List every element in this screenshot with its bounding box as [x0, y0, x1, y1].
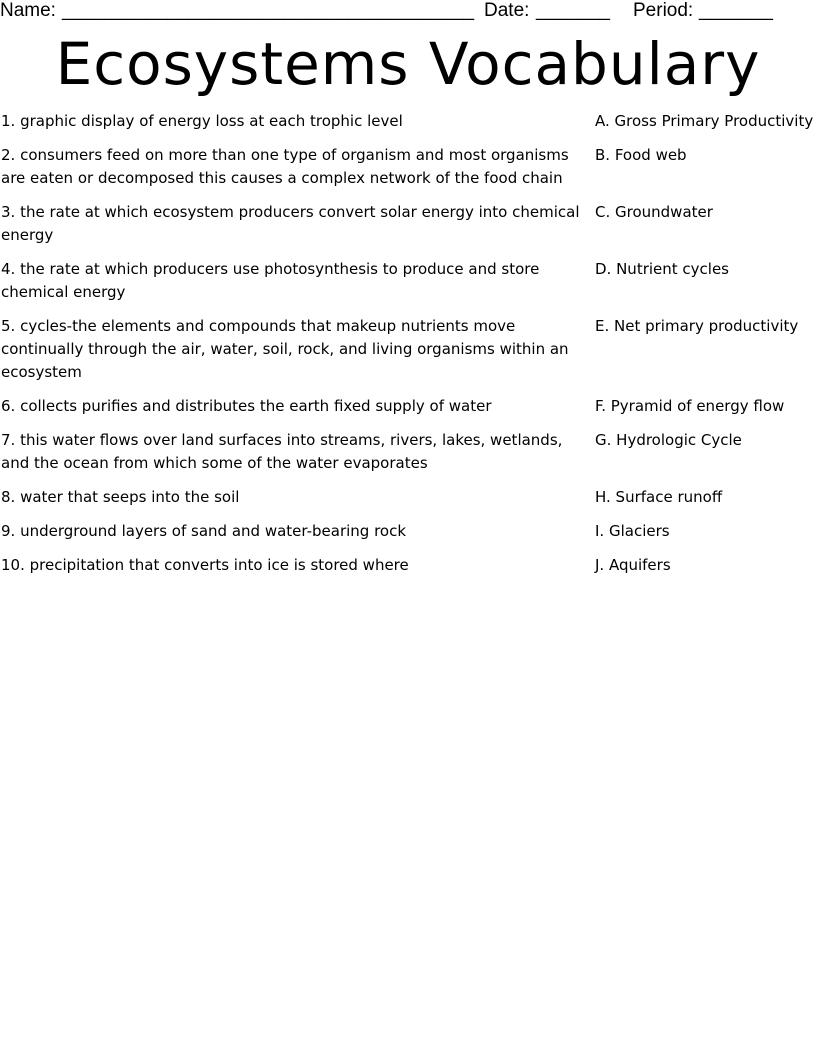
date-label: Date: — [484, 0, 530, 21]
worksheet-header — [0, 0, 816, 24]
clue-text: 2. consumers feed on more than one type of organism and most organisms are eaten or decomposed this causes a complex network of the food chain — [1, 146, 569, 187]
clue-text: 3. the rate at which ecosystem producers convert solar energy into chemical energy — [1, 203, 580, 244]
clue-text: 5. cycles-the elements and compounds that makeup nutrients move continually through the air, water, soil, rock, and living organisms within an ecosystem — [1, 317, 569, 381]
list-item — [0, 429, 816, 475]
page-title: Ecosystems Vocabulary — [55, 30, 761, 98]
answer-text: F. Pyramid of energy flow — [595, 397, 785, 415]
name-blank[interactable]: _______________________________________ — [62, 0, 475, 21]
answer-text: I. Glaciers — [595, 522, 670, 540]
answer-text: G. Hydrologic Cycle — [595, 431, 742, 449]
date-blank[interactable]: _______ — [536, 0, 610, 21]
clue-text: 4. the rate at which producers use photosynthesis to produce and store chemical energy — [1, 260, 540, 301]
clue-text: 6. collects purifies and distributes the earth fixed supply of water — [1, 397, 492, 415]
clue-text: 8. water that seeps into the soil — [1, 488, 240, 506]
vocabulary-list — [0, 110, 816, 588]
answer-text: J. Aquifers — [595, 556, 671, 574]
answer-text: E. Net primary productivity — [595, 317, 799, 335]
list-item — [0, 554, 816, 577]
list-item — [0, 110, 816, 133]
list-item — [0, 520, 816, 543]
answer-text: A. Gross Primary Productivity — [595, 112, 814, 130]
clue-text: 1. graphic display of energy loss at each trophic level — [1, 112, 403, 130]
list-item — [0, 258, 816, 304]
list-item — [0, 201, 816, 247]
clue-text: 9. underground layers of sand and water-bearing rock — [1, 522, 407, 540]
name-label: Name: — [0, 0, 56, 21]
list-item — [0, 486, 816, 509]
answer-text: D. Nutrient cycles — [595, 260, 729, 278]
answer-text: H. Surface runoff — [595, 488, 723, 506]
list-item — [0, 144, 816, 190]
answer-text: B. Food web — [595, 146, 687, 164]
clue-text: 10. precipitation that converts into ice is stored where — [1, 556, 409, 574]
list-item — [0, 395, 816, 418]
period-label: Period: — [633, 0, 694, 21]
answer-text: C. Groundwater — [595, 203, 713, 221]
list-item — [0, 315, 816, 384]
clue-text: 7. this water flows over land surfaces into streams, rivers, lakes, wetlands, and the ocean from which some of the water evaporates — [1, 431, 563, 472]
period-blank[interactable]: _______ — [699, 0, 773, 21]
